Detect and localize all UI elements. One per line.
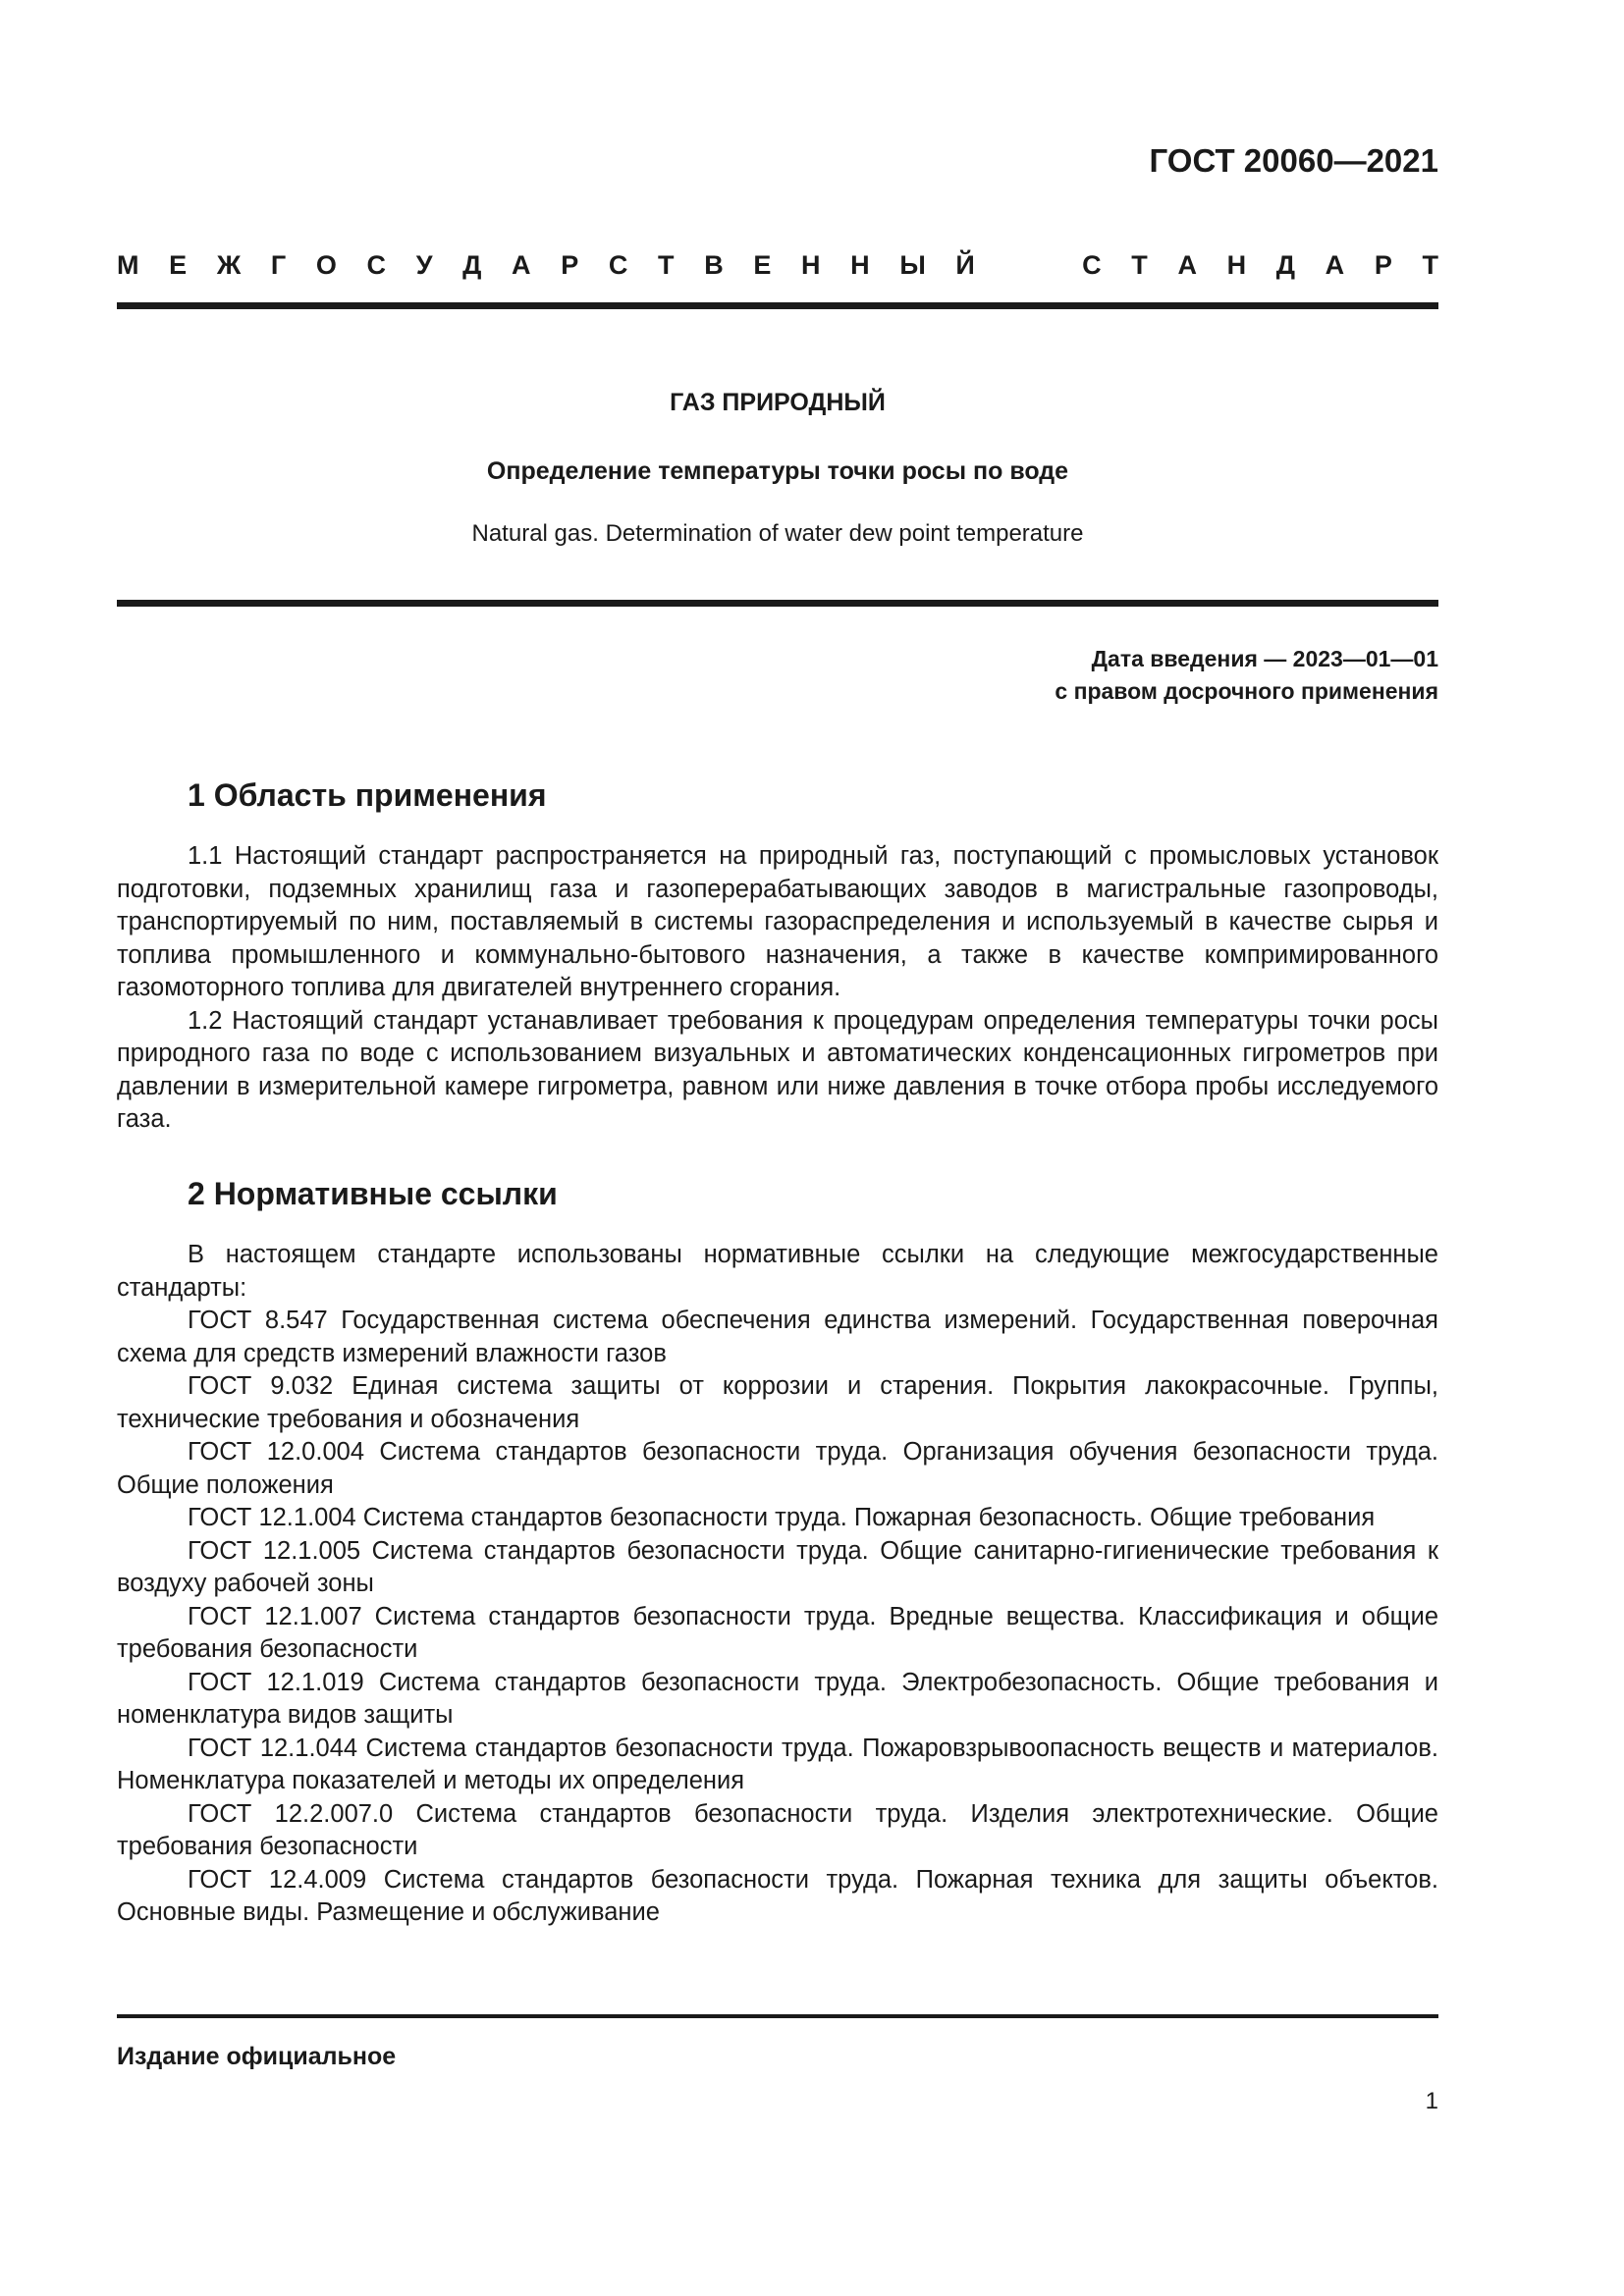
reference-item: ГОСТ 12.1.004 Система стандартов безопасности труда. Пожарная безопасность. Общие требования bbox=[188, 1504, 1376, 1531]
banner-letter: Д bbox=[462, 250, 482, 280]
paragraph-1-1: 1.1 Настоящий стандарт распространяется на природный газ, поступающий с промысловых установок подготовки, подземных хранилищ газа и газоперерабатывающих заводов в магистральные газопроводы, транспортируемый по ним, поставляемый в системы газораспределения и используемый в качестве сырья и топлива промышленного и коммунально-бытового назначения, а также в качестве компримированного газомоторного топлива для двигателей внутреннего сгорания. bbox=[117, 842, 1438, 1001]
banner-letter: С bbox=[608, 250, 628, 280]
banner-letter: Е bbox=[753, 250, 772, 280]
interstate-standard-banner bbox=[117, 250, 1438, 281]
document-title: ГАЗ ПРИРОДНЫЙ bbox=[670, 389, 886, 416]
official-edition-label: Издание официальное bbox=[117, 2043, 397, 2070]
banner-letter: У bbox=[415, 250, 433, 280]
early-application-note: с правом досрочного применения bbox=[1055, 678, 1438, 704]
banner-letter: А bbox=[1325, 250, 1345, 280]
banner-letter: Р bbox=[1374, 250, 1392, 280]
banner-letter: О bbox=[315, 250, 337, 280]
title-rule bbox=[117, 600, 1438, 607]
header-rule bbox=[117, 302, 1438, 309]
reference-item: ГОСТ 12.1.044 Система стандартов безопасности труда. Пожаровзрывоопасность веществ и материалов. Номенклатура показателей и методы их определения bbox=[117, 1734, 1438, 1794]
introduction-date-block bbox=[1055, 643, 1438, 708]
document-subtitle: Определение температуры точки росы по воде bbox=[486, 457, 1069, 485]
footer-rule bbox=[117, 2014, 1438, 2018]
banner-letter: Т bbox=[658, 250, 675, 280]
banner-letter: М bbox=[117, 250, 139, 280]
banner-letter: Р bbox=[561, 250, 579, 280]
section-1-body bbox=[117, 840, 1438, 1137]
introduction-date: Дата введения — 2023—01—01 bbox=[1091, 646, 1438, 671]
banner-letter: Н bbox=[1226, 250, 1247, 280]
banner-letter: Й bbox=[955, 250, 975, 280]
reference-item: ГОСТ 12.1.005 Система стандартов безопасности труда. Общие санитарно-гигиенические требования к воздуху рабочей зоны bbox=[117, 1536, 1438, 1597]
banner-letter: Д bbox=[1275, 250, 1296, 280]
section-2-intro: В настоящем стандарте использованы нормативные ссылки на следующие межгосударственные стандарты: bbox=[117, 1241, 1438, 1302]
banner-letter: Ы bbox=[899, 250, 926, 280]
banner-letter: Н bbox=[850, 250, 870, 280]
reference-item: ГОСТ 12.1.019 Система стандартов безопасности труда. Электробезопасность. Общие требования и номенклатура видов защиты bbox=[117, 1668, 1438, 1729]
banner-letter: В bbox=[704, 250, 724, 280]
reference-item: ГОСТ 9.032 Единая система защиты от коррозии и старения. Покрытия лакокрасочные. Группы, технические требования и обозначения bbox=[117, 1372, 1438, 1433]
section-1-heading: 1 Область применения bbox=[188, 777, 547, 813]
banner-letter: Т bbox=[1422, 250, 1438, 280]
banner-letter: Е bbox=[169, 250, 188, 280]
banner-letter: Г bbox=[270, 250, 287, 280]
banner-word-gap bbox=[1004, 250, 1052, 281]
reference-item: ГОСТ 12.1.007 Система стандартов безопасности труда. Вредные вещества. Классификация и общие требования безопасности bbox=[117, 1602, 1438, 1663]
banner-letter: А bbox=[1177, 250, 1197, 280]
paragraph-1-2: 1.2 Настоящий стандарт устанавливает требования к процедурам определения температуры точки росы природного газа по воде с использованием визуальных и автоматических конденсационных гигрометров при давлении в измерительной камере гигрометра, равном или ниже давления в точке отбора пробы исследуемого газа. bbox=[117, 1006, 1438, 1133]
document-title-english: Natural gas. Determination of water dew point temperature bbox=[471, 520, 1084, 547]
banner-letter: С bbox=[1082, 250, 1102, 280]
section-2-body bbox=[117, 1239, 1438, 1930]
reference-item: ГОСТ 12.0.004 Система стандартов безопасности труда. Организация обучения безопасности труда. Общие положения bbox=[117, 1438, 1438, 1499]
document-number: ГОСТ 20060—2021 bbox=[1149, 142, 1438, 179]
page-number: 1 bbox=[1425, 2088, 1438, 2114]
banner-letter: А bbox=[512, 250, 531, 280]
banner-letter: Н bbox=[801, 250, 821, 280]
section-2-heading: 2 Нормативные ссылки bbox=[188, 1176, 558, 1211]
banner-letter: Т bbox=[1131, 250, 1148, 280]
banner-letter: С bbox=[366, 250, 387, 280]
reference-item: ГОСТ 8.547 Государственная система обеспечения единства измерений. Государственная поверочная схема для средств измерений влажности газов bbox=[117, 1307, 1438, 1367]
reference-item: ГОСТ 12.2.007.0 Система стандартов безопасности труда. Изделия электротехнические. Общие требования безопасности bbox=[117, 1799, 1438, 1860]
reference-item: ГОСТ 12.4.009 Система стандартов безопасности труда. Пожарная техника для защиты объектов. Основные виды. Размещение и обслуживание bbox=[117, 1865, 1438, 1926]
banner-letter: Ж bbox=[216, 250, 242, 280]
